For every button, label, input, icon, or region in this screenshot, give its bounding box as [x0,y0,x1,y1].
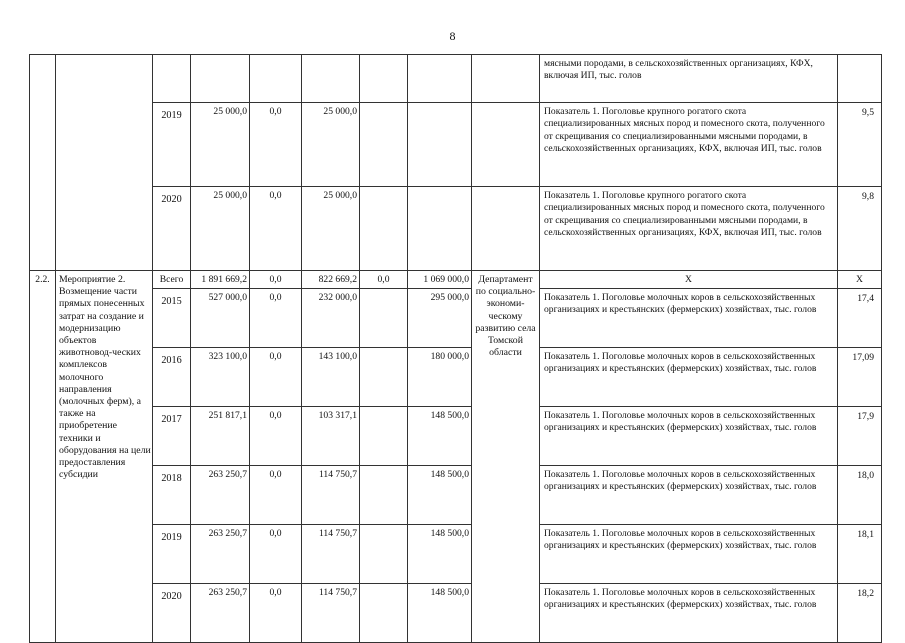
total-cell: 323 100,0 [191,348,250,407]
regional-cell: 114 750,7 [302,584,360,643]
indicator-cell: Показатель 1. Поголовье молочных коров в сельскохозяйственных организациях и крестьянских (фермерских) хозяйствах, тыс. голов [540,525,838,584]
local-cell [360,525,408,584]
federal-cell: 0,0 [250,525,302,584]
value-cell: 9,5 [838,103,882,187]
federal-cell: 0,0 [250,407,302,466]
extra-cell: 148 500,0 [408,525,472,584]
year-cell: 2017 [153,407,191,466]
local-cell [360,289,408,348]
local-cell [360,103,408,187]
year-cell: 2019 [153,525,191,584]
measure-number: 2.2. [30,271,56,643]
indicator-cell: Показатель 1. Поголовье молочных коров в сельскохозяйственных организациях и крестьянских (фермерских) хозяйствах, тыс. голов [540,584,838,643]
extra-cell: 180 000,0 [408,348,472,407]
value-cell [838,55,882,103]
local-cell [360,55,408,103]
value-cell: 17,4 [838,289,882,348]
department-name: Департамент по социально-экономи-ческому развитию села Томской области [472,271,540,643]
value-cell: 18,1 [838,525,882,584]
local-cell [360,584,408,643]
extra-cell [408,103,472,187]
year-cell [153,55,191,103]
year-cell: Всего [153,271,191,289]
regional-cell: 114 750,7 [302,525,360,584]
total-cell: 25 000,0 [191,187,250,271]
indicator-cell: Показатель 1. Поголовье молочных коров в сельскохозяйственных организациях и крестьянских (фермерских) хозяйствах, тыс. голов [540,466,838,525]
department-cell [472,187,540,271]
extra-cell: 1 069 000,0 [408,271,472,289]
local-cell: 0,0 [360,271,408,289]
extra-cell [408,187,472,271]
table-row [30,348,882,407]
table-row [30,55,882,103]
year-cell: 2019 [153,103,191,187]
total-cell: 527 000,0 [191,289,250,348]
federal-cell: 0,0 [250,289,302,348]
federal-cell: 0,0 [250,271,302,289]
federal-cell: 0,0 [250,103,302,187]
page-number: 8 [449,29,456,43]
total-cell: 263 250,7 [191,584,250,643]
table-row [30,103,882,187]
total-cell: 251 817,1 [191,407,250,466]
value-cell: 18,2 [838,584,882,643]
table-row [30,584,882,643]
value-cell: 17,09 [838,348,882,407]
value-cell: 17,9 [838,407,882,466]
number-cell [30,55,56,271]
year-cell: 2015 [153,289,191,348]
table-row [30,271,882,289]
federal-cell [250,55,302,103]
total-cell: 263 250,7 [191,466,250,525]
table-row [30,466,882,525]
regional-cell [302,55,360,103]
federal-cell: 0,0 [250,187,302,271]
regional-cell: 143 100,0 [302,348,360,407]
local-cell [360,466,408,525]
federal-cell: 0,0 [250,584,302,643]
total-cell: 1 891 669,2 [191,271,250,289]
year-cell: 2016 [153,348,191,407]
year-cell: 2020 [153,584,191,643]
total-cell [191,55,250,103]
federal-cell: 0,0 [250,348,302,407]
extra-cell: 148 500,0 [408,466,472,525]
year-cell: 2018 [153,466,191,525]
regional-cell: 114 750,7 [302,466,360,525]
indicator-cell: Показатель 1. Поголовье крупного рогатого скота специализированных мясных пород и помесного скота, полученного от скрещивания со специализированными мясными породами, в сельскохозяйственных организациях, КФХ, включая ИП, тыс. голов [540,187,838,271]
measure-name: Мероприятие 2. Возмещение части прямых понесенных затрат на создание и модернизацию объектов животновод-ческих комплексов молочного направления (молочных ферм), а также на приобретение техники и оборудования на цели предоставления субсидии [56,271,153,643]
indicator-cell: Х [540,271,838,289]
indicator-cell: Показатель 1. Поголовье молочных коров в сельскохозяйственных организациях и крестьянских (фермерских) хозяйствах, тыс. голов [540,407,838,466]
department-cell [472,55,540,103]
regional-cell: 822 669,2 [302,271,360,289]
value-cell: 18,0 [838,466,882,525]
extra-cell: 148 500,0 [408,584,472,643]
local-cell [360,407,408,466]
local-cell [360,348,408,407]
extra-cell [408,55,472,103]
total-cell: 25 000,0 [191,103,250,187]
federal-cell: 0,0 [250,466,302,525]
extra-cell: 295 000,0 [408,289,472,348]
name-cell [56,55,153,271]
table-row [30,525,882,584]
indicator-cell: Показатель 1. Поголовье молочных коров в сельскохозяйственных организациях и крестьянских (фермерских) хозяйствах, тыс. голов [540,289,838,348]
regional-cell: 103 317,1 [302,407,360,466]
value-cell: 9,8 [838,187,882,271]
indicator-cell: Показатель 1. Поголовье крупного рогатого скота специализированных мясных пород и помесного скота, полученного от скрещивания со специализированными мясными породами, в сельскохозяйственных организациях, КФХ, включая ИП, тыс. голов [540,103,838,187]
table-row [30,289,882,348]
regional-cell: 25 000,0 [302,103,360,187]
program-table [29,54,882,643]
value-cell: Х [838,271,882,289]
regional-cell: 232 000,0 [302,289,360,348]
extra-cell: 148 500,0 [408,407,472,466]
local-cell [360,187,408,271]
department-cell [472,103,540,187]
total-cell: 263 250,7 [191,525,250,584]
table-row [30,187,882,271]
table-row [30,407,882,466]
year-cell: 2020 [153,187,191,271]
indicator-cell: Показатель 1. Поголовье молочных коров в сельскохозяйственных организациях и крестьянских (фермерских) хозяйствах, тыс. голов [540,348,838,407]
indicator-cell: мясными породами, в сельскохозяйственных организациях, КФХ, включая ИП, тыс. голов [540,55,838,103]
regional-cell: 25 000,0 [302,187,360,271]
